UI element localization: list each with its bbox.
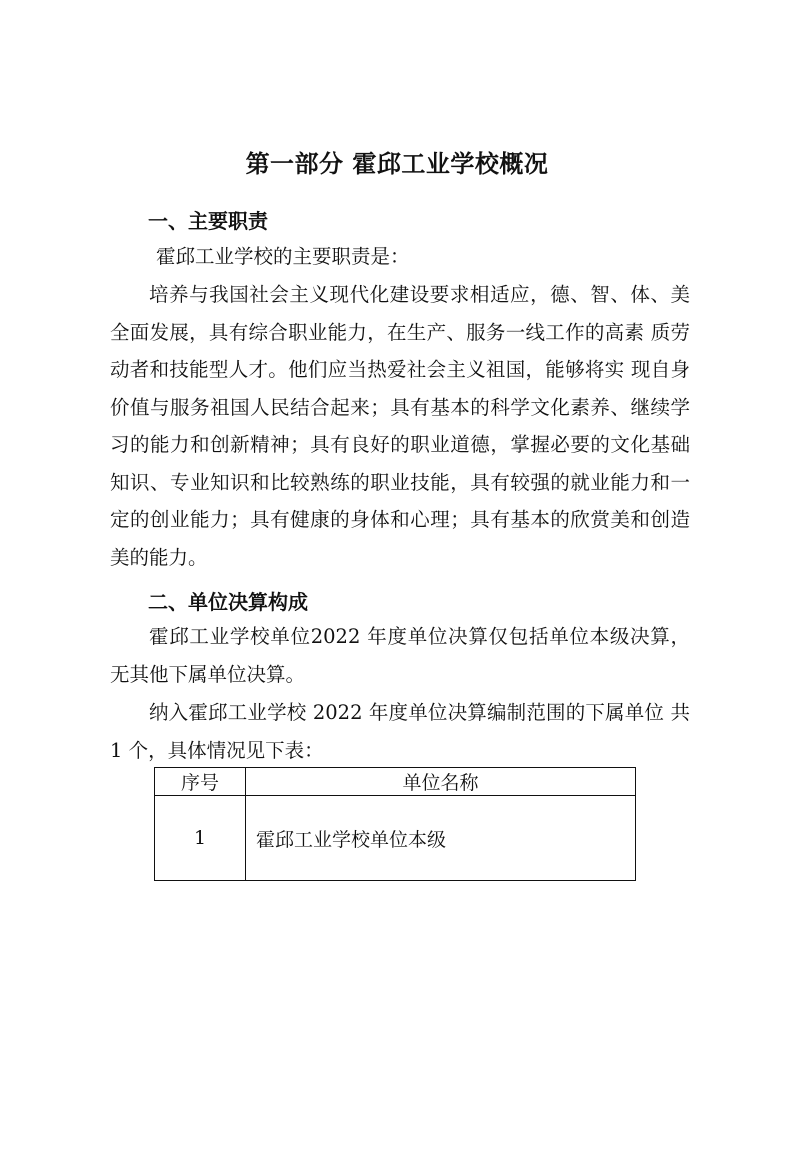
- cell-seq: 1: [155, 796, 246, 881]
- table-row: [155, 796, 636, 881]
- table-header-row: [155, 768, 636, 796]
- header-unit-name: 单位名称: [246, 768, 636, 796]
- units-table: [154, 767, 636, 881]
- section-heading-composition: 二、单位决算构成: [148, 590, 308, 614]
- composition-paragraph-1: 霍邱工业学校单位2022 年度单位决算仅包括单位本级决算，无其他下属单位决算。: [110, 625, 690, 686]
- section-heading-duties: 一、主要职责: [148, 209, 268, 233]
- header-seq: 序号: [155, 768, 246, 796]
- duties-intro: 霍邱工业学校的主要职责是：: [156, 245, 410, 268]
- page-title: 第一部分 霍邱工业学校概况: [245, 149, 549, 178]
- cell-unit-name: 霍邱工业学校单位本级: [246, 796, 636, 881]
- duties-paragraph: 培养与我国社会主义现代化建设要求相适应，德、智、体、美全面发展，具有综合职业能力，在生产、服务一线工作的高素 质劳动者和技能型人才。他们应当热爱社会主义祖国，能够将实 现自身价值与服务祖国人民结合起来；具有基本的科学文化素养、继续学习的能力和创新精神；具有良好的职业道德，掌握必要的文化基础知识、专业知识和比较熟练的职业技能，具有较强的就业能力和一定的创业能力；具有健康的身体和心理；具有基本的欣赏美和创造美的能力。: [110, 283, 690, 569]
- composition-paragraph-2: 纳入霍邱工业学校 2022 年度单位决算编制范围的下属单位 共 1 个，具体情况见下表：: [110, 701, 690, 762]
